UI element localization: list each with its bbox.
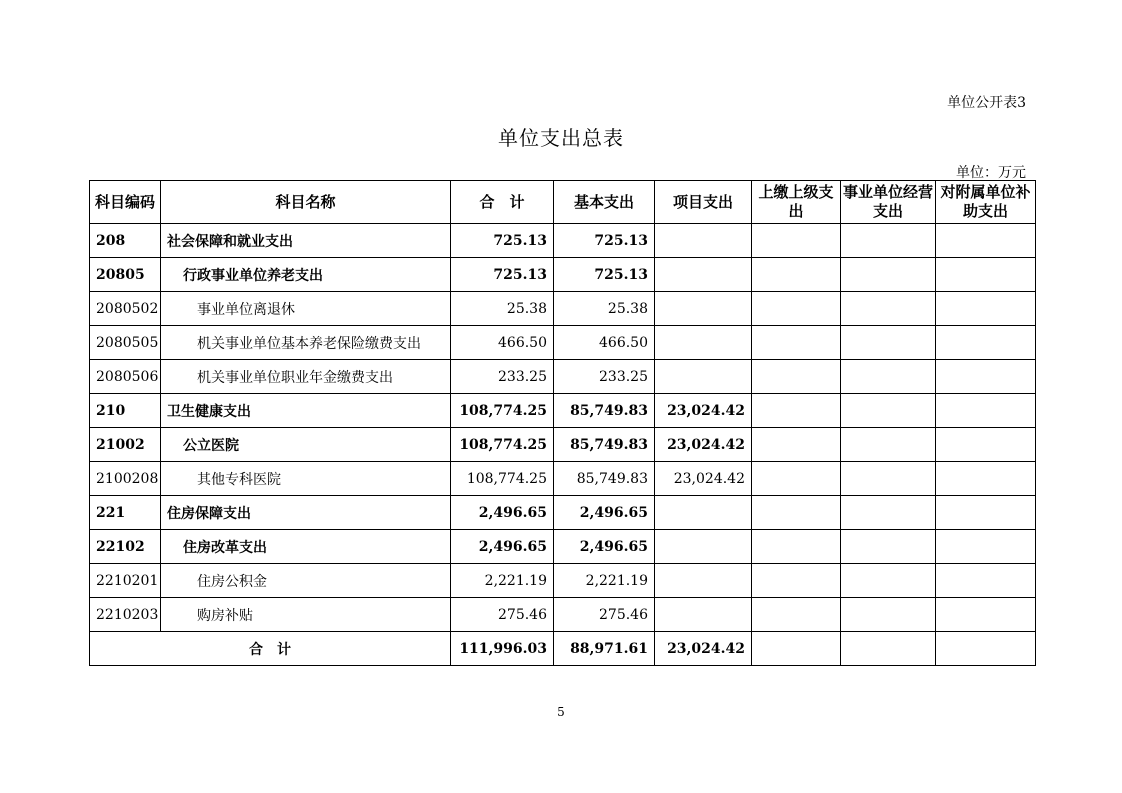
cell-total: 108,774.25 — [451, 462, 554, 496]
total-row — [90, 632, 1036, 666]
total-basic: 88,971.61 — [554, 632, 655, 666]
cell-business — [841, 428, 936, 462]
cell-business — [841, 496, 936, 530]
cell-basic: 25.38 — [554, 292, 655, 326]
cell-total: 233.25 — [451, 360, 554, 394]
cell-project — [655, 360, 752, 394]
cell-subsidy — [936, 394, 1036, 428]
cell-total: 2,496.65 — [451, 496, 554, 530]
cell-name: 其他专科医院 — [161, 462, 451, 496]
cell-total: 2,496.65 — [451, 530, 554, 564]
cell-upper-remit — [752, 360, 841, 394]
cell-name: 住房改革支出 — [161, 530, 451, 564]
cell-name: 住房公积金 — [161, 564, 451, 598]
cell-subsidy — [936, 496, 1036, 530]
cell-project: 23,024.42 — [655, 462, 752, 496]
cell-project — [655, 598, 752, 632]
total-upper-remit — [752, 632, 841, 666]
table-row — [90, 258, 1036, 292]
total-project: 23,024.42 — [655, 632, 752, 666]
cell-project: 23,024.42 — [655, 394, 752, 428]
header-business: 事业单位经营支出 — [841, 181, 936, 224]
cell-basic: 725.13 — [554, 258, 655, 292]
cell-upper-remit — [752, 326, 841, 360]
cell-name: 社会保障和就业支出 — [161, 224, 451, 258]
cell-name: 行政事业单位养老支出 — [161, 258, 451, 292]
cell-subsidy — [936, 258, 1036, 292]
cell-name: 购房补贴 — [161, 598, 451, 632]
cell-subsidy — [936, 530, 1036, 564]
cell-code: 2080505 — [90, 326, 161, 360]
cell-upper-remit — [752, 564, 841, 598]
header-code: 科目编码 — [90, 181, 161, 224]
cell-basic: 85,749.83 — [554, 428, 655, 462]
cell-total: 25.38 — [451, 292, 554, 326]
cell-name: 卫生健康支出 — [161, 394, 451, 428]
cell-project: 23,024.42 — [655, 428, 752, 462]
expenditure-table — [89, 180, 1036, 666]
table-row — [90, 326, 1036, 360]
unit-label: 单位：万元 — [956, 165, 1026, 181]
table-row — [90, 224, 1036, 258]
header-project: 项目支出 — [655, 181, 752, 224]
cell-upper-remit — [752, 598, 841, 632]
cell-upper-remit — [752, 428, 841, 462]
cell-total: 275.46 — [451, 598, 554, 632]
cell-name: 公立医院 — [161, 428, 451, 462]
cell-total: 725.13 — [451, 258, 554, 292]
cell-project — [655, 564, 752, 598]
cell-project — [655, 258, 752, 292]
cell-business — [841, 224, 936, 258]
cell-upper-remit — [752, 496, 841, 530]
cell-subsidy — [936, 292, 1036, 326]
table-row — [90, 292, 1036, 326]
cell-code: 20805 — [90, 258, 161, 292]
cell-total: 108,774.25 — [451, 394, 554, 428]
cell-upper-remit — [752, 394, 841, 428]
cell-project — [655, 224, 752, 258]
cell-business — [841, 462, 936, 496]
cell-code: 2210201 — [90, 564, 161, 598]
cell-basic: 233.25 — [554, 360, 655, 394]
table-row — [90, 360, 1036, 394]
cell-code: 22102 — [90, 530, 161, 564]
cell-basic: 725.13 — [554, 224, 655, 258]
cell-name: 住房保障支出 — [161, 496, 451, 530]
form-number: 单位公开表3 — [947, 95, 1026, 111]
table-row — [90, 598, 1036, 632]
cell-name: 机关事业单位基本养老保险缴费支出 — [161, 326, 451, 360]
cell-total: 108,774.25 — [451, 428, 554, 462]
cell-total: 725.13 — [451, 224, 554, 258]
header-upper-remit: 上缴上级支出 — [752, 181, 841, 224]
cell-business — [841, 258, 936, 292]
cell-basic: 85,749.83 — [554, 394, 655, 428]
header-total: 合 计 — [451, 181, 554, 224]
total-business — [841, 632, 936, 666]
cell-code: 208 — [90, 224, 161, 258]
table-row — [90, 496, 1036, 530]
cell-name: 机关事业单位职业年金缴费支出 — [161, 360, 451, 394]
page-title: 单位支出总表 — [498, 126, 624, 150]
total-label: 合 计 — [90, 632, 451, 666]
cell-basic: 85,749.83 — [554, 462, 655, 496]
header-subsidy: 对附属单位补助支出 — [936, 181, 1036, 224]
cell-basic: 2,496.65 — [554, 530, 655, 564]
total-subsidy — [936, 632, 1036, 666]
cell-name: 事业单位离退休 — [161, 292, 451, 326]
cell-total: 466.50 — [451, 326, 554, 360]
cell-upper-remit — [752, 530, 841, 564]
cell-project — [655, 292, 752, 326]
cell-business — [841, 394, 936, 428]
cell-code: 2080506 — [90, 360, 161, 394]
table-row — [90, 530, 1036, 564]
cell-business — [841, 564, 936, 598]
cell-subsidy — [936, 326, 1036, 360]
table-header-row — [90, 181, 1036, 224]
total-sum: 111,996.03 — [451, 632, 554, 666]
cell-basic: 275.46 — [554, 598, 655, 632]
cell-project — [655, 530, 752, 564]
cell-code: 2100208 — [90, 462, 161, 496]
cell-upper-remit — [752, 462, 841, 496]
table-row — [90, 564, 1036, 598]
cell-subsidy — [936, 224, 1036, 258]
cell-project — [655, 496, 752, 530]
table-row — [90, 394, 1036, 428]
cell-total: 2,221.19 — [451, 564, 554, 598]
cell-code: 210 — [90, 394, 161, 428]
cell-project — [655, 326, 752, 360]
header-name: 科目名称 — [161, 181, 451, 224]
page-number: 5 — [557, 705, 565, 719]
cell-code: 2080502 — [90, 292, 161, 326]
cell-subsidy — [936, 564, 1036, 598]
cell-basic: 2,496.65 — [554, 496, 655, 530]
table-row — [90, 462, 1036, 496]
cell-business — [841, 360, 936, 394]
cell-subsidy — [936, 360, 1036, 394]
cell-basic: 2,221.19 — [554, 564, 655, 598]
cell-business — [841, 598, 936, 632]
header-basic: 基本支出 — [554, 181, 655, 224]
cell-code: 2210203 — [90, 598, 161, 632]
cell-business — [841, 292, 936, 326]
table-row — [90, 428, 1036, 462]
cell-business — [841, 530, 936, 564]
cell-subsidy — [936, 598, 1036, 632]
cell-upper-remit — [752, 224, 841, 258]
cell-upper-remit — [752, 258, 841, 292]
cell-subsidy — [936, 462, 1036, 496]
cell-subsidy — [936, 428, 1036, 462]
cell-code: 21002 — [90, 428, 161, 462]
cell-code: 221 — [90, 496, 161, 530]
cell-upper-remit — [752, 292, 841, 326]
table-body — [90, 224, 1036, 632]
cell-basic: 466.50 — [554, 326, 655, 360]
cell-business — [841, 326, 936, 360]
